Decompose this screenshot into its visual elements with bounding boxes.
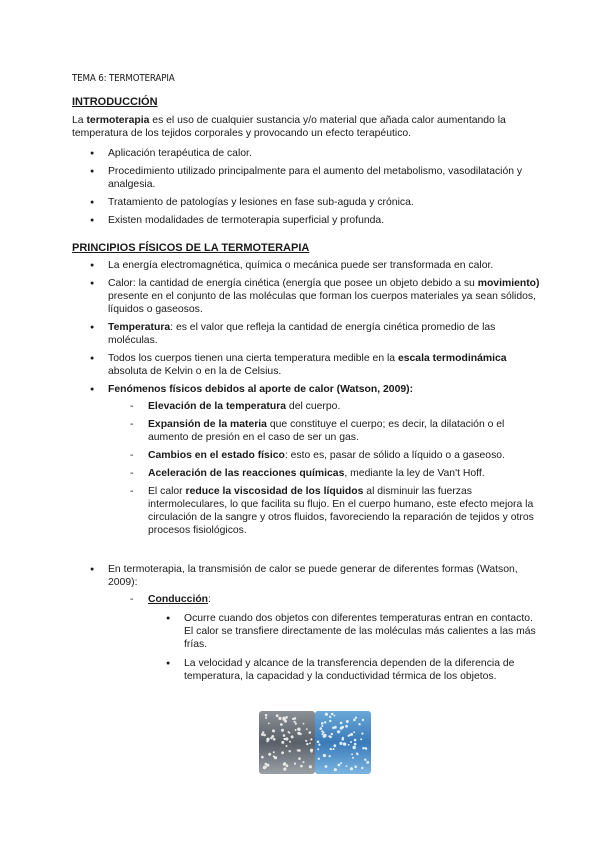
molecule-dot xyxy=(285,737,288,740)
molecule-dot xyxy=(306,728,308,730)
molecule-dot xyxy=(289,750,291,752)
list-item: ● Calor: la cantidad de energía cinética (energía que posee un objeto debido a su movimiento) presente en el conjunto de las moléculas que forman los cuerpos materiales ya sean sólidos, líquidos o gaseosos. xyxy=(72,277,542,316)
molecule-dot xyxy=(263,734,266,737)
molecule-dot xyxy=(346,720,349,723)
molecule-dot xyxy=(337,730,340,733)
molecule-dot xyxy=(324,734,327,737)
molecule-dot xyxy=(306,743,308,745)
molecule-dot xyxy=(356,752,358,754)
list-item: ● La energía electromagnética, química o mecánica puede ser transformada en calor. xyxy=(72,259,542,272)
molecule-dot xyxy=(346,765,348,767)
molecule-dot xyxy=(278,717,281,720)
molecule-dot xyxy=(354,765,357,768)
molecule-dot xyxy=(366,761,369,764)
molecule-dot xyxy=(303,723,305,725)
molecule-dot xyxy=(297,728,300,731)
document-title: TEMA 6: TERMOTERAPIA xyxy=(72,73,175,84)
molecule-dot xyxy=(331,713,334,716)
molecule-dot xyxy=(303,761,305,763)
intro-bullet-list xyxy=(72,147,542,232)
molecule-dot xyxy=(353,731,355,733)
molecule-dot xyxy=(324,721,326,723)
list-item: ● Tratamiento de patologías y lesiones en fase sub-aguda y crónica. xyxy=(72,196,542,209)
molecule-dot xyxy=(360,738,362,740)
molecule-dot xyxy=(309,765,312,768)
molecule-dot xyxy=(266,740,268,742)
molecule-dot xyxy=(292,718,294,720)
molecule-dot xyxy=(294,763,296,765)
molecule-dot xyxy=(281,741,284,744)
molecule-dot xyxy=(353,719,356,722)
molecule-dot xyxy=(261,733,264,736)
list-item: ● Existen modalidades de termoterapia superficial y profunda. xyxy=(72,214,542,227)
molecule-dot xyxy=(283,763,286,766)
molecule-dot xyxy=(334,768,337,771)
molecule-dot xyxy=(362,719,364,721)
molecule-dot xyxy=(280,723,283,726)
molecule-dot xyxy=(318,744,320,746)
molecule-dot xyxy=(325,713,328,716)
phenomena-list xyxy=(108,400,542,537)
molecule-dot xyxy=(283,738,285,740)
molecule-dot xyxy=(283,768,286,771)
molecule-dot xyxy=(265,717,267,719)
molecule-dot xyxy=(274,756,277,759)
molecule-dot xyxy=(309,731,312,734)
molecule-dot xyxy=(333,748,335,750)
molecule-dot xyxy=(350,733,353,736)
molecule-dot xyxy=(354,739,357,742)
molecule-dot xyxy=(330,748,332,750)
molecule-dot xyxy=(332,727,335,730)
list-item: - Conducción: ● Ocurre cuando dos objetos con diferentes temperaturas entran en contacto. El calor se transfiere directamente de las moléculas más calientes a las más frías. ● La velocidad y alcance de la transferencia dependen de la diferencia de temperatura, la capacidad y la conductividad térmica de los objetos. xyxy=(108,593,542,683)
principles-bullet-list xyxy=(72,259,542,542)
molecule-dot xyxy=(329,720,331,722)
molecule-dot xyxy=(286,745,288,747)
molecule-dot xyxy=(273,738,276,741)
list-item: - Elevación de la temperatura del cuerpo. xyxy=(108,400,542,413)
molecule-dot xyxy=(273,751,275,753)
molecule-dot xyxy=(331,733,333,735)
molecule-dot xyxy=(340,762,342,764)
molecule-dot xyxy=(281,751,284,754)
molecule-dot xyxy=(342,738,345,741)
intro-paragraph: La termoterapia es el uso de cualquier sustancia y/o material que añada calor aumentando la temperatura de los tejidos corporales y provocando un efecto terapéutico. xyxy=(72,115,506,139)
molecule-dot xyxy=(298,757,301,760)
molecule-dot xyxy=(351,753,353,755)
molecule-dot xyxy=(294,721,296,723)
conduction-label: Conducción xyxy=(148,594,209,605)
molecule-dot xyxy=(343,742,346,745)
list-item: - Expansión de la materia que constituye el cuerpo; es decir, la dilatación o el aumento de presión en el caso de ser un gas. xyxy=(108,418,542,444)
molecule-dot xyxy=(267,764,270,767)
conduction-points xyxy=(148,612,542,683)
molecule-dot xyxy=(355,717,357,719)
molecule-dot xyxy=(333,744,336,747)
molecule-dot xyxy=(317,741,320,744)
molecule-dot xyxy=(358,723,360,725)
list-item: - El calor reduce la viscosidad de los líquidos al disminuir las fuerzas intermoleculares, lo que facilita su flujo. En el cuerpo humano, este efecto mejora la circulación de la sangre y otros fluidos, favoreciendo la reparación de tejidos y otros procesos fisiológicos. xyxy=(108,485,542,537)
molecules-diagram xyxy=(259,711,371,774)
list-item: ● Ocurre cuando dos objetos con diferentes temperaturas entran en contacto. El calor se transfiere directamente de las moléculas más calientes a las más frías. xyxy=(148,612,542,651)
molecule-dot xyxy=(350,767,353,770)
molecule-dot xyxy=(318,758,320,760)
molecule-dot xyxy=(350,741,352,743)
molecule-dot xyxy=(265,714,268,717)
molecule-dot xyxy=(328,735,330,737)
list-item: ● Todos los cuerpos tienen una cierta temperatura medible en la escala termodinámica absoluta de Kelvin o en la de Celsius. xyxy=(72,352,542,378)
list-item: ● Procedimiento utilizado principalmente para el aumento del metabolismo, vasodilatación y analgesia. xyxy=(72,165,542,191)
molecule-dot xyxy=(338,764,341,767)
molecule-dot xyxy=(268,723,270,725)
molecule-dot xyxy=(276,714,279,717)
molecule-dot xyxy=(320,727,323,730)
molecule-dot xyxy=(353,746,356,749)
molecule-dot xyxy=(281,729,284,732)
molecule-dot xyxy=(340,727,343,730)
molecule-dot xyxy=(309,742,311,744)
molecule-dot xyxy=(268,753,271,756)
molecule-dot xyxy=(352,757,354,759)
molecule-dot xyxy=(334,715,336,717)
molecule-dot xyxy=(295,729,297,731)
list-item: - Cambios en el estado físico: esto es, pasar de sólido a líquido o a gaseoso. xyxy=(108,449,542,462)
molecule-dot xyxy=(310,738,312,740)
list-item: ● Aplicación terapéutica de calor. xyxy=(72,147,542,160)
molecule-dot xyxy=(323,754,326,757)
molecule-dot xyxy=(339,742,342,745)
list-item: ● Temperatura: es el valor que refleja la cantidad de energía cinética promedio de las moléculas. xyxy=(72,321,542,347)
molecule-dot xyxy=(291,735,294,738)
molecule-dot xyxy=(354,743,357,746)
molecule-dot xyxy=(340,722,343,725)
molecule-dot xyxy=(272,729,275,732)
molecule-dot xyxy=(282,717,285,720)
molecule-dot xyxy=(284,720,287,723)
molecule-dot xyxy=(265,766,267,768)
list-item: ● Fenómenos físicos debidos al aporte de calor (Watson, 2009): - Elevación de la temperatura del cuerpo. - Expansión de la materia que constituye el cuerpo; es decir, la dilatación o el aumento de presión en el caso de ser un gas. - Cambios en el estado físico: esto es, pasar de sólido a líquido o a gaseoso. - Aceleración de las reacciones químicas, mediante la ley de Van't Hoff. - El calor reduce la viscosidad de los líquidos al disminuir las fuerzas intermoleculares, lo que facilita su flujo. En el cuerpo humano, este efecto mejora la circulación de la sangre y otros fluidos, favoreciendo la reparación de tejidos y otros procesos fisiológicos. xyxy=(72,383,542,537)
molecule-dot xyxy=(271,735,274,738)
molecule-dot xyxy=(364,759,366,761)
molecule-dot xyxy=(361,767,363,769)
molecule-dot xyxy=(364,747,366,749)
molecule-dot xyxy=(297,732,300,735)
molecule-dot xyxy=(348,744,350,746)
molecule-dot xyxy=(289,741,291,743)
list-item: ● La velocidad y alcance de la transferencia dependen de la diferencia de temperatura, la capacidad y la conductividad térmica de los objetos. xyxy=(148,657,542,683)
molecule-dot xyxy=(283,734,286,737)
transmission-bullet-list xyxy=(72,563,542,689)
molecule-dot xyxy=(329,755,331,757)
molecule-dot xyxy=(261,756,264,759)
molecule-dot xyxy=(321,722,324,725)
conduction-illustration xyxy=(259,711,371,774)
molecule-dot xyxy=(329,716,331,718)
molecule-dot xyxy=(288,731,290,733)
intro-heading: INTRODUCCIÓN xyxy=(72,96,158,108)
principles-heading: PRINCIPIOS FÍSICOS DE LA TERMOTERAPIA xyxy=(72,242,310,254)
molecule-dot xyxy=(323,732,325,734)
molecule-dot xyxy=(305,740,307,742)
molecule-dot xyxy=(311,751,313,753)
molecule-dot xyxy=(286,764,289,767)
transmission-modes-list xyxy=(108,593,542,683)
molecule-dot xyxy=(317,748,319,750)
list-item: ● En termoterapia, la transmisión de calor se puede generar de diferentes formas (Watson, 2009): - Conducción: ● Ocurre cuando dos objetos con diferentes temperaturas entran en contacto. El calor se transfiere directamente de las moléculas más calientes a las más frías. ● La velocidad y alcance de la transferencia dependen de la diferencia de temperatura, la capacidad y la conductividad térmica de los objetos. xyxy=(72,563,542,683)
molecule-dot xyxy=(297,749,299,751)
molecule-dot xyxy=(321,725,323,727)
list-item: - Aceleración de las reacciones químicas, mediante la ley de Van't Hoff. xyxy=(108,467,542,480)
molecule-dot xyxy=(295,723,297,725)
molecule-dot xyxy=(361,733,363,735)
molecule-dot xyxy=(300,765,303,768)
molecule-dot xyxy=(345,725,348,728)
molecule-dot xyxy=(325,765,328,768)
molecule-dot xyxy=(362,747,364,749)
